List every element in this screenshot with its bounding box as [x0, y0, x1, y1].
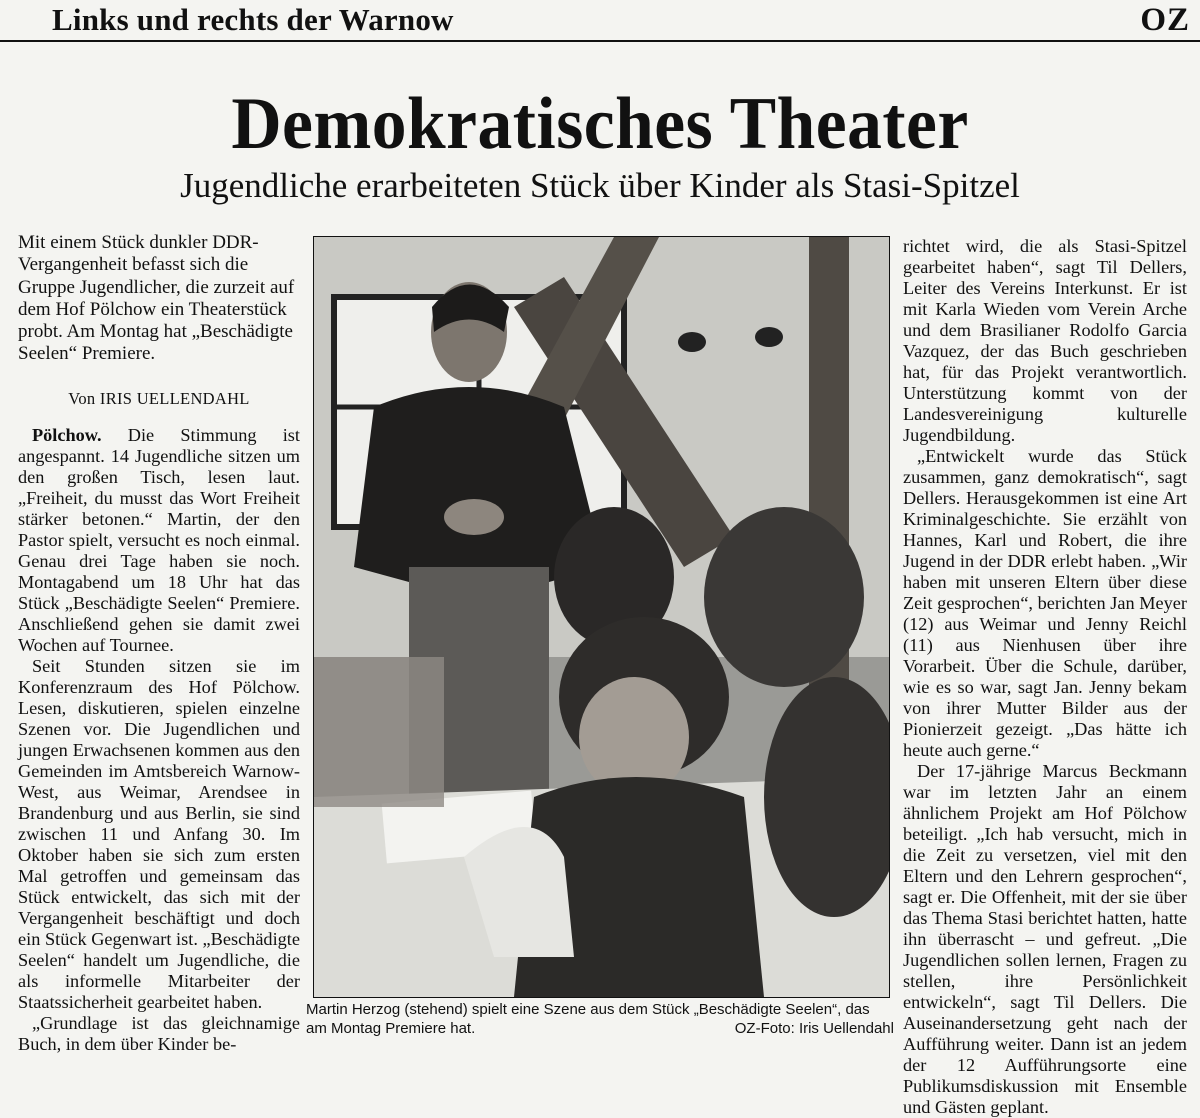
paragraph: richtet wird, die als Stasi-Spitzel gearbeitet haben“, sagt Til Dellers, Leiter des Vereins Interkunst. Er ist mit Karla Wieden vom Verein Arche und dem Brasilianer Rodolfo Garcia Vazquez, der das Buch geschrieben hat, für das Projekt verantwortlich. Unterstützung kommt von der Landesvereinigung kulturelle Jugendbildung.	[903, 236, 1187, 445]
intro-text: Mit einem Stück dunkler DDR-Vergangenheit befasst sich die Gruppe Jugendlicher, die zurzeit auf dem Hof Pölchow ein Theaterstück probt. Am Montag hat „Beschädigte Seelen“ Premiere.	[18, 232, 295, 365]
paragraph-text: Die Stimmung ist angespannt. 14 Jugendliche sitzen um den großen Tisch, lesen laut. „Freiheit, du musst das Wort Freiheit stärker betonen.“ Martin, der den Pastor spielt, versucht es noch einmal. Genau drei Tage haben sie noch. Montagabend um 18 Uhr hat das Stück „Beschädigte Seelen“ Premiere. Anschließend gehen sie damit zwei Wochen auf Tournee.	[18, 424, 300, 655]
paragraph: Der 17-jährige Marcus Beckmann war im letzten Jahr an einem ähnlichem Projekt am Hof Pölchow beteiligt. „Ich hab versucht, mich in die Zeit zu versetzen, viel mit den Eltern und den Lehrern gesprochen“, sagt er. Die Offenheit, mit der sie über das Thema Stasi berichtet hatten, hatte ihn überrascht – und gefreut. „Die Jugendlichen sollen lernen, Fragen zu stellen, ihre Persönlichkeit entwickeln“, sagt Til Dellers. Die Auseinandersetzung geht nach der Aufführung weiter. Dann ist an jedem der 12 Aufführungsorte eine Publikumsdiskussion mit Ensemble und Gästen geplant.	[903, 761, 1187, 1117]
paragraph	[18, 425, 300, 656]
headline: Demokratisches Theater	[231, 83, 969, 165]
right-column	[903, 236, 1187, 1118]
article-photo	[313, 236, 890, 998]
section-rubric: Links und rechts der Warnow	[52, 2, 454, 37]
caption-text: Martin Herzog (stehend) spielt eine Szene aus dem Stück „Beschädigte Seelen“, das am Montag Premiere hat.	[306, 1001, 870, 1037]
dateline: Pölchow.	[32, 424, 102, 445]
masthead-logo: OZ	[1140, 2, 1190, 38]
paragraph: Seit Stunden sitzen sie im Konferenzraum des Hof Pölchow. Lesen, diskutieren, spielen einzelne Szenen vor. Die Jugendlichen und jungen Erwachsenen kommen aus den Gemeinden im Amtsbereich Warnow-West, aus Weimar, Arendsee in Brandenburg und aus Berlin, sie sind zwischen 11 und Anfang 30. Im Oktober haben sie sich zum ersten Mal getroffen und gemeinsam das Stück entwickelt, das sich mit der Vergangenheit beschäftigt und doch ein Stück Gegenwart ist. „Beschädigte Seelen“ handelt um Jugendliche, die als informelle Mitarbeiter der Staatssicherheit gearbeitet haben.	[18, 655, 300, 1012]
photo-caption	[306, 1000, 894, 1038]
paragraph: „Grundlage ist das gleichnamige Buch, in dem über Kinder be-	[18, 1012, 300, 1054]
paragraph: „Entwickelt wurde das Stück zusammen, ganz demokratisch“, sagt Dellers. Herausgekommen ist eine Art Kriminalgeschichte. Sie erzählt von Hannes, Karl und Robert, die ihre Jugend in der DDR erlebt haben. „Wir haben mit unseren Eltern über diese Zeit gesprochen“, berichten Jan Meyer (12) aus Weimar und Jenny Reichl (11) aus Nienhusen über ihre Vorarbeit. Über die Schule, darüber, wie es so war, sagt Jan. Jenny bekam von ihrer Mutter Bilder aus der Pionierzeit gezeigt. „Das hätte ich heute auch gerne.“	[903, 446, 1187, 760]
photo-credit: OZ-Foto: Iris Uellendahl	[734, 1020, 894, 1037]
subheadline: Jugendliche erarbeiteten Stück über Kinder als Stasi-Spitzel	[180, 166, 1020, 205]
byline: Von IRIS UELLENDAHL	[68, 388, 250, 408]
header-rule	[0, 40, 1200, 42]
left-column	[18, 232, 300, 1055]
photo-rehearsal-scene	[314, 237, 889, 997]
